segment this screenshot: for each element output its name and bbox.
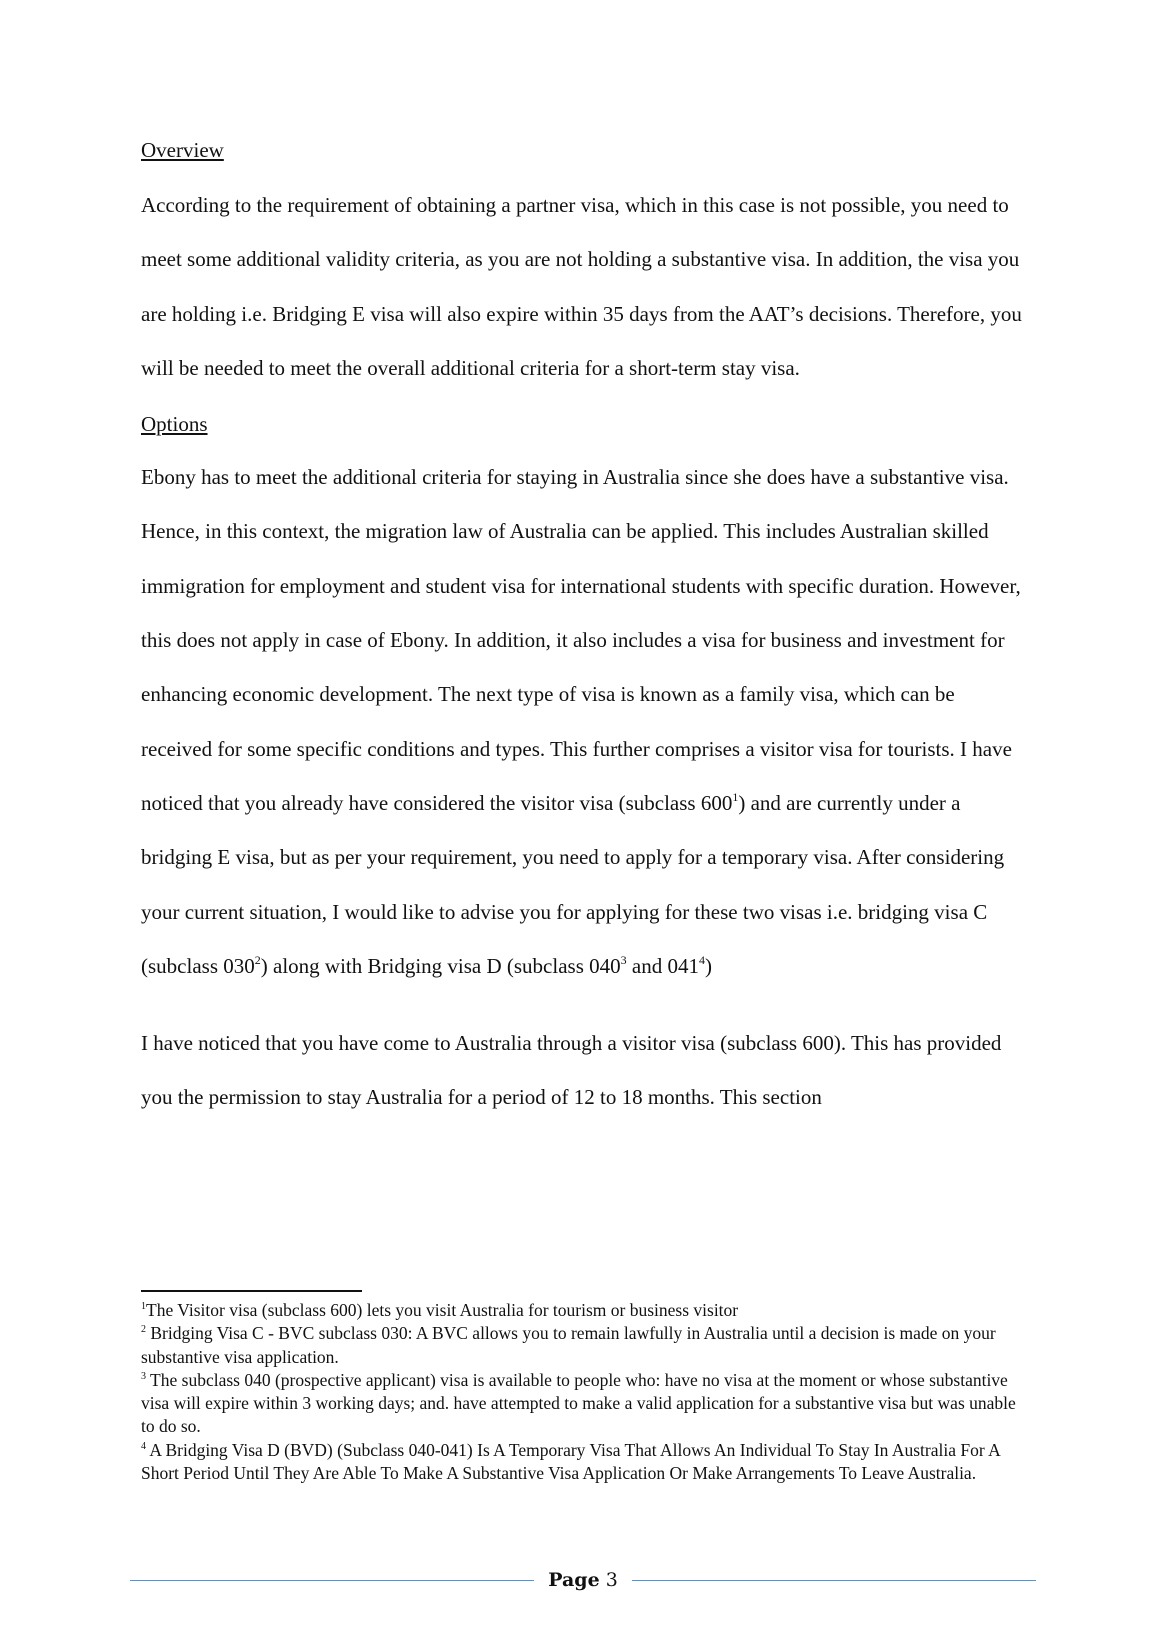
options-text-part3: ) along with Bridging visa D (subclass 040: [260, 953, 621, 978]
overview-heading: Overview: [141, 138, 224, 162]
options-text-part4: and 041: [626, 953, 699, 978]
footnote-4-number: 4: [141, 1440, 146, 1452]
footer-rule-left: [130, 1580, 534, 1581]
footnote-1-number: 1: [141, 1301, 146, 1312]
page-number-label: [534, 1569, 632, 1591]
footnote-1-text: The Visitor visa (subclass 600) lets you visit Australia for tourism or business visitor: [146, 1300, 739, 1320]
footnote-4: [141, 1439, 1021, 1486]
options-heading: Options: [141, 412, 208, 437]
footnote-ref-4[interactable]: 4: [698, 952, 705, 967]
footnote-3-number: 3: [141, 1370, 146, 1382]
page-footer: [130, 1565, 1036, 1595]
options-paragraph-2: I have noticed that you have come to Australia through a visitor visa (subclass 600). This has provided you the permission to stay Australia for a period of 12 to 18 months. This section: [141, 1031, 1002, 1110]
options-paragraph: [141, 450, 1031, 993]
footnote-ref-1[interactable]: 1: [732, 789, 739, 804]
footnote-1: [141, 1299, 1021, 1322]
footnote-2: [141, 1322, 1021, 1369]
overview-paragraph: According to the requirement of obtaining a partner visa, which in this case is not possible, you need to meet some additional validity criteria, as you are not holding a substantive visa. In addition, the visa you are holding i.e. Bridging E visa will also expire within 35 days from the AAT’s decisions. Therefore, you will be needed to meet the overall additional criteria for a short-term stay visa.: [141, 193, 1022, 380]
footnotes-section: [141, 1290, 1021, 1485]
footnote-ref-3[interactable]: 3: [620, 952, 627, 967]
footnote-3-text: The subclass 040 (prospective applicant) visa is available to people who: have no visa at the moment or whose substantive visa will expire within 3 working days; and. have attempted to make a valid application for a substantive visa but was unable to do so.: [141, 1369, 1016, 1437]
footnote-separator: [141, 1290, 362, 1292]
footer-rule-right: [632, 1580, 1036, 1581]
options-text-part2: ) and are currently under a bridging E visa, but as per your requirement, you need to apply for a temporary visa. After considering your current situation, I would like to advise you for applying for these two visas i.e. bridging visa C (subclass 030: [141, 790, 1005, 978]
page-number: 3: [605, 1569, 618, 1591]
page-word: Page: [548, 1569, 600, 1591]
options-text-part1: Ebony has to meet the additional criteria for staying in Australia since she does have a substantive visa. Hence, in this context, the migration law of Australia can be applied. This includes Australian skilled immigration for employment and student visa for international students with specific duration. However, this does not apply in case of Ebony. In addition, it also includes a visa for business and investment for enhancing economic development. The next type of visa is known as a family visa, which can be received for some specific conditions and types. This further comprises a visitor visa for tourists. I have noticed that you already have considered the visitor visa (subclass 600: [141, 465, 1021, 815]
footnote-ref-2[interactable]: 2: [254, 952, 261, 967]
footnote-4-text: A Bridging Visa D (BVD) (Subclass 040-041) Is A Temporary Visa That Allows An Individual To Stay In Australia For A Short Period Until They Are Able To Make A Substantive Visa Application Or Make Arrangements To Leave Australia.: [141, 1439, 1000, 1484]
footnote-2-number: 2: [141, 1324, 146, 1336]
options-text-part5: ): [704, 953, 712, 978]
body-content: [141, 136, 1031, 1125]
footnote-3: [141, 1369, 1021, 1439]
footnote-2-text: Bridging Visa C - BVC subclass 030: A BVC allows you to remain lawfully in Australia until a decision is made on your substantive visa application.: [141, 1323, 996, 1367]
